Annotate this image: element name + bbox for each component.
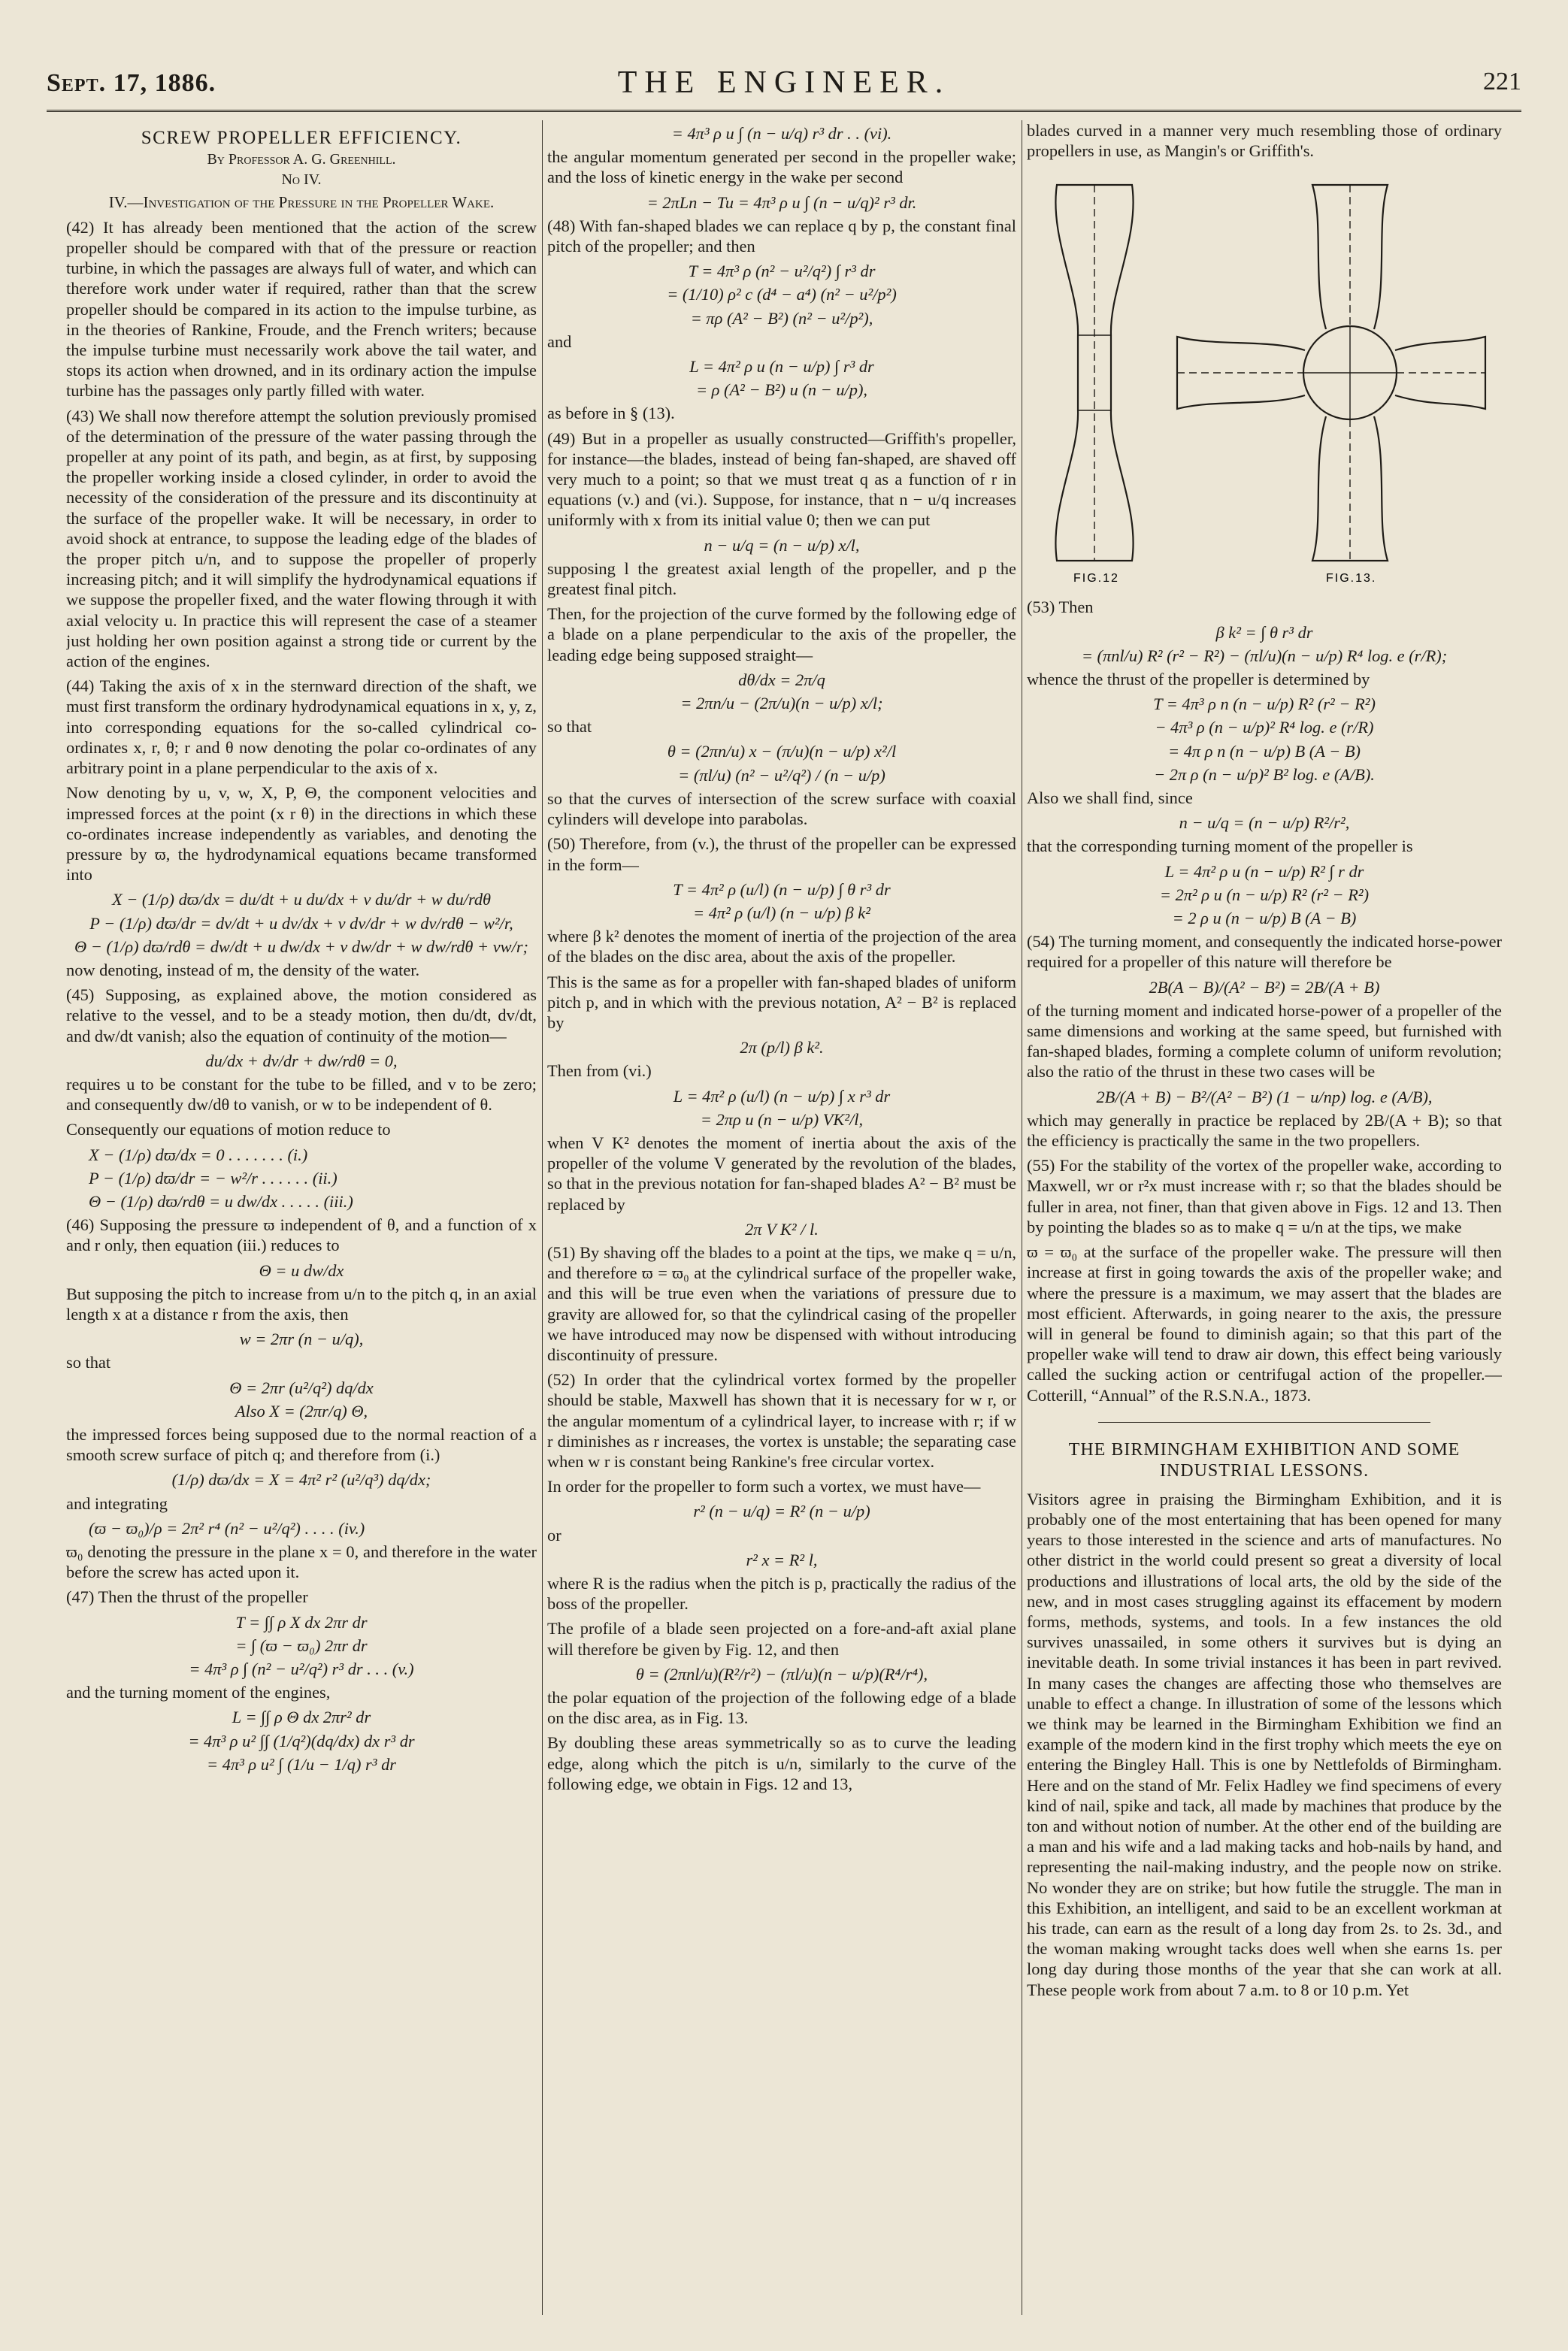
fig13-label: FIG.13. [1326,572,1377,585]
equation: w = 2πr (n − u/q), [239,1330,364,1349]
column-3 [1027,120,1502,2315]
paragraph: Then, for the projection of the curve formed by the following edge of a blade on a plane perpendicular to the axis of the propeller, the leading edge being supposed straight— [547,604,1016,664]
paragraph: (51) By shaving off the blades to a point at the tips, we make q = u/n, and therefore ϖ = ϖ₀ at the cylindrical surface of the propeller wake, and this will be true even when the variations of pressure due to gravity are allowed for, so that the cylindrical casing of the propeller we have introduced may now be dispensed with without introducing discontinuity of pressure. [547,1242,1016,1364]
fig12-label: FIG.12 [1073,572,1119,585]
equation: β k² = ∫ θ r³ dr [1215,622,1313,642]
article-title: SCREW PROPELLER EFFICIENCY. [141,128,462,148]
article-divider [1098,1422,1430,1423]
text-line: and integrating [66,1493,168,1513]
paragraph: (48) With fan-shaped blades we can replace q by p, the constant final pitch of the propeller; and then [547,216,1016,256]
journal-title: THE ENGINEER. [617,65,951,100]
paragraph: the impressed forces being supposed due to the normal reaction of a smooth screw surface of pitch q; and therefore from (i.) [66,1424,537,1465]
paragraph: the polar equation of the projection of the following edge of a blade on the disc area, as in Fig. 13. [547,1688,1016,1728]
equation: (ϖ − ϖ₀)/ρ = 2π² r⁴ (n² − u²/q²) . . . . (iv.) [89,1518,365,1538]
text-line: Then from (vi.) [547,1061,652,1081]
equation: = 2πLn − Tu = 4π³ ρ u ∫ (n − u/q)² r³ dr. [646,192,917,212]
paragraph: which may generally in practice be replaced by 2B/(A + B); so that the efficiency is practically the same in the two propellers. [1027,1110,1502,1151]
equation: X − (1/ρ) dϖ/dx = du/dt + u du/dx + v du/dr + w du/rdθ [111,890,492,909]
column-1 [66,120,537,2315]
issue-date: Sept. 17, 1886. [47,69,216,97]
equation: T = 4π³ ρ (n² − u²/q²) ∫ r³ dr [688,262,876,281]
paragraph: Visitors agree in praising the Birmingham Exhibition, and it is probably one of the most entertaining that has been opened for many years to those interested in the science and arts of manufactures. No other district in the world could present so great a diversity of local productions and illustrations of local arts, the old by the side of the new, and in most cases struggling against its effacement by modern forms, methods, systems, and tools. In a few instances the old survives unassailed, in some others it survives but is dying an inevitable death. In some trivial instances it has been in part revived. In many cases the changes are affecting those who themselves are unable to effect a change. In illustration of some of the lessons which we think may be learned in the Birmingham Exhibition we find an example of the modern kind in the first trophy which meets the eye on entering the Bingley Hall. This is one by Nettlefolds of Birmingham. Here and on the stand of Mr. Felix Hadley we find specimens of every kind of nail, spike and tack, all made by machines that produce by the ton and without notion of number. At the other end of the building are a man and his wife and a lad making tacks and hob-nails by hand, and representing the nail-making industry, and the people now on strike. No wonder they are on strike; but how futile the struggle. The man in this Exhibition, an intelligent, and said to be an excellent workman at his trade, can earn as the result of a long day from 2s. to 2s. 3d., and the woman making wrought tacks does well when she earns 1s. per long day during those months of the year that she can work at all. These people work from about 7 a.m. to 8 or 10 p.m. Yet [1027,1489,1502,1999]
header-rule [47,110,1521,112]
equation: 2π V K² / l. [745,1219,819,1239]
page-header [47,65,1521,107]
equation: 2B(A − B)/(A² − B²) = 2B/(A + B) [1149,977,1380,997]
equation: (1/ρ) dϖ/dx = X = 4π² r² (u²/q³) dq/dx; [171,1470,431,1490]
equation: = 2 ρ u (n − u/p) B (A − B) [1172,909,1357,928]
column-divider [542,120,543,2315]
equation: = (πnl/u) R² (r² − R²) − (πl/u)(n − u/p) R⁴ log. e (r/R); [1081,646,1448,665]
equation: Also X = (2πr/q) Θ, [235,1401,368,1421]
paragraph: now denoting, instead of m, the density of the water. [66,960,420,979]
paragraph: when V K² denotes the moment of inertia about the axis of the propeller of the volume V generated by the revolution of the blades, so that in the previous notation for fan-shaped blades A² − B² must be replaced by [547,1133,1016,1214]
equation: − 4π³ ρ (n − u/p)² R⁴ log. e (r/R) [1155,718,1374,737]
equation: X − (1/ρ) dϖ/dx = 0 . . . . . . . (i.) [89,1145,308,1164]
equation: = 2πn/u − (2π/u)(n − u/p) x/l; [680,694,883,713]
text-line: and [547,331,572,351]
equation: P − (1/ρ) dϖ/dr = dv/dt + u dv/dx + v dv/dr + w dv/rdθ − w²/r, [89,913,513,933]
equation: = (πl/u) (n² − u²/q²) / (n − u/p) [678,765,885,785]
page-number: 221 [1483,68,1521,95]
paragraph: that the corresponding turning moment of the propeller is [1027,837,1413,856]
equation: = 4π ρ n (n − u/p) B (A − B) [1168,741,1361,761]
propeller-figures [1027,170,1502,591]
article-title: THE BIRMINGHAM EXHIBITION AND SOME INDUSTRIAL LESSONS. [1068,1439,1461,1481]
paragraph: blades curved in a manner very much resembling those of ordinary propellers in use, as Mangin's or Griffith's. [1027,121,1502,161]
paragraph: Now denoting by u, v, w, X, P, Θ, the component velocities and impressed forces at the point (x r θ) in the directions in which these co-ordinates increase independently as variables, and denoting the pressure by ϖ, the hydrodynamical equations became transformed into [66,783,537,885]
paragraph: (42) It has already been mentioned that the action of the screw propeller should be compared with that of the pressure or reaction turbine, in which the passages are always full of water, and which can therefore work under water if required, rather than that the screw propeller should be compared in its action to the impulse turbine, as in the theories of Rankine, Froude, and the French writers; because the impulse turbine must necessarily work above the tail water, and stops its action when drowned, and in its ordinary action the impulse turbine has the passages only partly filled with water. [66,217,537,401]
equation: = ∫ (ϖ − ϖ₀) 2πr dr [235,1635,368,1655]
equation: = 4π² ρ (u/l) (n − u/p) β k² [693,903,870,922]
paragraph: (52) In order that the cylindrical vortex formed by the propeller should be stable, Maxwell has shown that it is necessary for w r, or the angular momentum of a cylindrical layer, to increase with r; if w r diminishes as r increases, the vortex is unstable; the separating case when w r is constant being Rankine's free circular vortex. [547,1370,1016,1471]
equation: L = 4π² ρ (u/l) (n − u/p) ∫ x r³ dr [673,1086,891,1106]
fig13-disc-projection [1177,185,1485,561]
paragraph: Consequently our equations of motion reduce to [66,1120,391,1139]
paragraph: where R is the radius when the pitch is p, practically the radius of the boss of the propeller. [547,1574,1016,1614]
text-line: Also we shall find, since [1027,788,1193,808]
paragraph: But supposing the pitch to increase from u/n to the pitch q, in an axial length x at a distance r from the axis, then [66,1284,537,1324]
equation: du/dx + dv/dr + dw/rdθ = 0, [205,1051,398,1070]
paragraph: (43) We shall now therefore attempt the solution previously promised of the determination of the pressure of the water passing through the propeller at any point of its path, and begin, as at first, by supposing the propeller working inside a closed cylinder, in order to avoid the necessity of the consideration of the pressure and its discontinuity at the surface of the propeller wake. It will be necessary, in order to avoid shock at entrance, to suppose the leading edge of the blades of the proper pitch u/n, and to suppose the propeller of properly increasing pitch; and it will simplify the hydrodynamical equations if we suppose the propeller fixed, and the water flowing through it with axial velocity u. In practice this will represent the case of a steamer just holding her own position against a strong tide or current by the action of the engines. [66,406,537,671]
equation: = 4π³ ρ ∫ (n² − u²/q²) r³ dr . . . (v.) [189,1660,414,1679]
equation: Θ − (1/ρ) dϖ/rdθ = dw/dt + u dw/dx + v dw/dr + w dw/rdθ + vw/r; [74,936,529,956]
equation: = πρ (A² − B²) (n² − u²/p²), [690,308,873,328]
paragraph: whence the thrust of the propeller is determined by [1027,670,1370,689]
paragraph: (44) Taking the axis of x in the sternward direction of the shaft, we must first transform the ordinary hydrodynamical equations in x, y, z, into corresponding equations for the so-called cylindrical co-ordinates x, r, θ; r and θ now denoting the polar co-ordinates of any arbitrary point in a plane perpendicular to the axis of x. [66,676,537,778]
paragraph: (55) For the stability of the vortex of the propeller wake, according to Maxwell, wr or r²x must increase with r; so that the blades should be fuller in area, not finer, than that given above in Figs. 12 and 13. Then by pointing the blades so as to make q = u/n at the tips, we make [1027,1156,1502,1236]
text-line: or [547,1525,562,1545]
equation: θ = (2πnl/u)(R²/r²) − (πl/u)(n − u/p)(R⁴/r⁴), [635,1664,928,1684]
paragraph: of the turning moment and indicated horse-power of a propeller of the same dimensions and working at the same speed, but furnished with fan-shaped blades, forming a complete column of uniform revolution; also the ratio of the thrust in these two cases will be [1027,1000,1502,1082]
equation: 2B/(A + B) − B²/(A² − B²) (1 − u/np) log. e (A/B), [1096,1087,1433,1106]
equation: = ρ (A² − B²) u (n − u/p), [695,380,868,400]
paragraph: so that the curves of intersection of the screw surface with coaxial cylinders will develope into parabolas. [547,788,1016,829]
equation: T = 4π² ρ (u/l) (n − u/p) ∫ θ r³ dr [673,879,891,899]
equation: − 2π ρ (n − u/p)² B² log. e (A/B). [1154,764,1375,784]
equation: Θ − (1/ρ) dϖ/rdθ = u dw/dx . . . . . (iii.) [89,1191,353,1211]
equation: 2π (p/l) β k². [740,1038,824,1057]
paragraph: (46) Supposing the pressure ϖ independent of θ, and a function of x and r only, then equation (iii.) reduces to [66,1215,537,1255]
article-number: No IV. [281,171,322,189]
text-line: (53) Then [1027,598,1094,617]
equation: L = 4π² ρ u (n − u/p) R² ∫ r dr [1164,861,1364,881]
equation: r² x = R² l, [746,1550,818,1569]
paragraph: ϖ = ϖ₀ at the surface of the propeller wake. The pressure will then increase at first in going towards the axis of the propeller wake; and where the pressure is a maximum, we may assert that the blades are most efficient. Afterwards, in going nearer to the axis, the pressure will in general be found to diminish again; so that this part of the propeller wake will tend to draw air down, this effect being variously called the sucking action or centrifugal action of the propeller.—Cotterill, “Annual” of the R.S.N.A., 1873. [1027,1242,1502,1405]
paragraph: This is the same as for a propeller with fan-shaped blades of uniform pitch p, and in which with the previous notation, A² − B² is replaced by [547,972,1016,1032]
paragraph: the angular momentum generated per second in the propeller wake; and the loss of kinetic energy in the wake per second [547,147,1016,187]
section-heading: IV.—Investigation of the Pressure in the Propeller Wake. [108,192,495,211]
equation: L = ∫∫ ρ Θ dx 2πr² dr [232,1708,371,1727]
paragraph: In order for the propeller to form such a vortex, we must have— [547,1477,981,1496]
equation: θ = (2πn/u) x − (π/u)(n − u/p) x²/l [667,742,897,761]
equation: dθ/dx = 2π/q [738,670,825,689]
paragraph: (54) The turning moment, and consequently the indicated horse-power required for a propeller of this nature will therefore be [1027,932,1502,972]
equation: L = 4π² ρ u (n − u/p) ∫ r³ dr [689,357,874,377]
paragraph: The profile of a blade seen projected on a fore-and-aft axial plane will therefore be given by Fig. 12, and then [547,1619,1016,1659]
paragraph: supposing l the greatest axial length of the propeller, and p the greatest final pitch. [547,558,1016,599]
equation: T = 4π³ ρ n (n − u/p) R² (r² − R²) [1153,694,1376,714]
column-2 [547,120,1016,2315]
propeller-blade-diagram [1027,170,1502,591]
equation: = 4π³ ρ u² ∫∫ (1/q²)(dq/dx) dx r³ dr [188,1731,415,1750]
paragraph: and the turning moment of the engines, [66,1683,331,1702]
paragraph: (49) But in a propeller as usually constructed—Griffith's propeller, for instance—the blades, instead of being fan-shaped, are shaved off very much to a point; so that we must treat q as a function of r in equations (v.) and (vi.). Suppose, for instance, that n − u/q increases uniformly with x from its initial value 0; then we can put [547,428,1016,530]
equation: = 2πρ u (n − u/p) VK²/l, [700,1109,864,1129]
fig12-blade-profile [1055,185,1133,561]
text-line: as before in § (13). [547,404,675,423]
equation: = (1/10) ρ² c (d⁴ − a⁴) (n² − u²/p²) [667,285,897,304]
equation: T = ∫∫ ρ X dx 2πr dr [235,1612,368,1632]
equation: = 4π³ ρ u² ∫ (1/u − 1/q) r³ dr [207,1754,396,1774]
equation: = 2π² ρ u (n − u/p) R² (r² − R²) [1159,885,1370,904]
equation: r² (n − u/q) = R² (n − u/p) [693,1502,870,1521]
equation: n − u/q = (n − u/p) R²/r², [1179,813,1350,833]
equation: Θ = u dw/dx [259,1260,344,1280]
paragraph: where β k² denotes the moment of inertia of the projection of the area of the blades on the disc area, about the axis of the propeller. [547,927,1016,967]
text-line: so that [547,717,592,737]
paragraph: requires u to be constant for the tube to be filled, and v to be zero; and consequently dw/dθ to vanish, or w to be independent of θ. [66,1074,537,1115]
equation: P − (1/ρ) dϖ/dr = − w²/r . . . . . . (ii.) [89,1168,338,1188]
paragraph: By doubling these areas symmetrically so as to curve the leading edge, along which the pitch is u/n, similarly to the curve of the following edge, we obtain in Figs. 12 and 13, [547,1733,1016,1793]
equation: Θ = 2πr (u²/q²) dq/dx [229,1378,374,1397]
paragraph: (47) Then the thrust of the propeller [66,1587,308,1607]
paragraph: (45) Supposing, as explained above, the motion considered as relative to the vessel, and to be a steady motion, then du/dt, dv/dt, and dw/dt vanish; also the equation of continuity of the motion— [66,985,537,1045]
equation: n − u/q = (n − u/p) x/l, [704,535,860,555]
article-byline: By Professor A. G. Greenhill. [207,151,396,168]
text-line: so that [66,1353,111,1372]
paragraph: ϖ₀ denoting the pressure in the plane x = 0, and therefore in the water before the screw has acted upon it. [66,1542,537,1582]
paragraph: (50) Therefore, from (v.), the thrust of the propeller can be expressed in the form— [547,834,1016,874]
equation: = 4π³ ρ u ∫ (n − u/q) r³ dr . . (vi). [671,124,892,143]
